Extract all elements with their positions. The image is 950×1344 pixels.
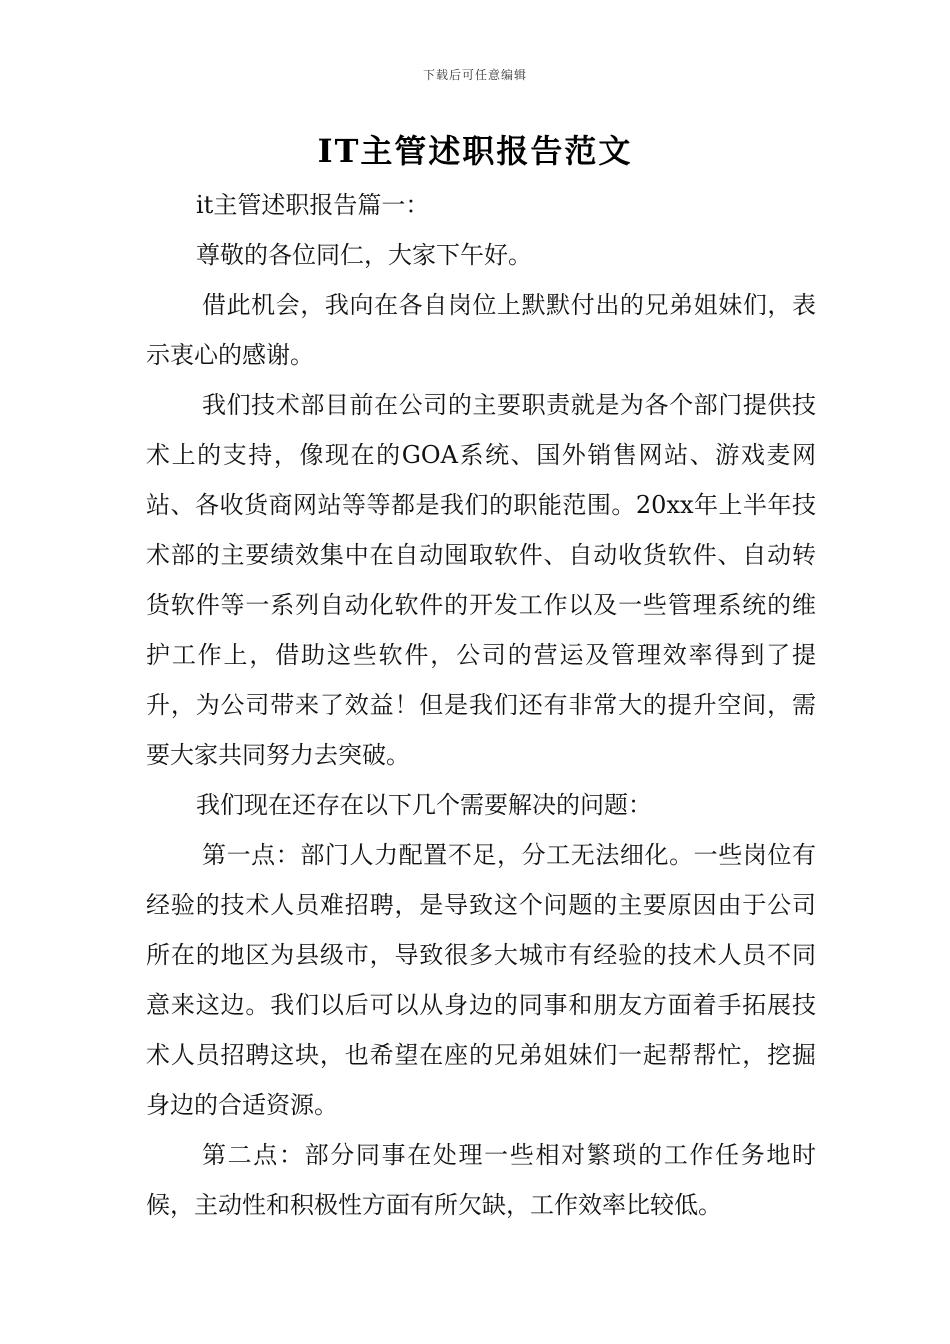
section-heading: it主管述职报告篇一： (196, 191, 430, 219)
problems-intro-paragraph: 我们现在还存在以下几个需要解决的问题： (196, 791, 652, 819)
document-body (146, 180, 816, 1230)
thanks-paragraph: 借此机会，我向在各自岗位上默默付出的兄弟姐妹们，表示衷心的感谢。 (146, 291, 816, 369)
greeting-paragraph: 尊敬的各位同仁，大家下午好。 (196, 241, 532, 269)
header-note: 下载后可任意编辑 (422, 68, 527, 82)
responsibilities-paragraph: 我们技术部目前在公司的主要职责就是为各个部门提供技术上的支持，像现在的GOA系统、国外销售网站、游戏麦网站、各收货商网站等等都是我们的职能范围。20xx年上半年技术部的主要绩效集中在自动囤取软件、自动收货软件、自动转货软件等一系列自动化软件的开发工作以及一些管理系统的维护工作上，借助这些软件，公司的营运及管理效率得到了提升，为公司带来了效益！但是我们还有非常大的提升空间，需要大家共同努力去突破。 (146, 391, 816, 769)
point-one-paragraph: 第一点：部门人力配置不足，分工无法细化。一些岗位有经验的技术人员难招聘，是导致这个问题的主要原因由于公司所在的地区为县级市，导致很多大城市有经验的技术人员不同意来这边。我们以后可以从身边的同事和朋友方面着手拓展技术人员招聘这块，也希望在座的兄弟姐妹们一起帮帮忙，挖掘身边的合适资源。 (146, 841, 816, 1119)
point-two-paragraph: 第二点：部分同事在处理一些相对繁琐的工作任务地时候，主动性和积极性方面有所欠缺，工作效率比较低。 (146, 1141, 816, 1219)
page-title: IT主管述职报告范文 (317, 132, 633, 170)
